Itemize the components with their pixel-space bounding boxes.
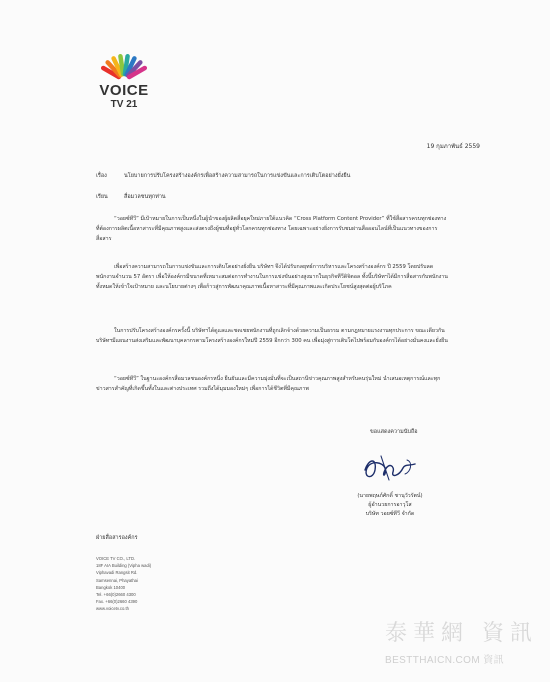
address-line: VOICE TV CO., LTD. [96,556,136,561]
watermark-title: 泰華網 資訊 [385,621,538,646]
to-text: สื่อมวลชนทุกท่าน [124,194,166,200]
brand-name: VOICE [99,82,149,99]
signer-block [330,492,450,519]
signer-company: บริษัท วอยซ์ทีวี จำกัด [365,511,415,517]
department-label: ฝ่ายสื่อสารองค์กร [96,535,138,541]
brand-channel: TV 21 [110,99,138,110]
paragraph-text: ในการปรับโครงสร้างองค์กรครั้งนี้ บริษัทฯได้ดูแลและชดเชยพนักงานที่ถูกเลิกจ้างด้วยความเป็นธรรม ตามกฎหมายแรงงานทุกประการ ขณะเดียวกันบริษัทฯมีแผนงานส่งเสริมและพัฒนาบุคลากรตามโครงสร้างองค์กรใหม่ปี 2559 อีกกว่า 300 คน เพื่อมุ่งสู่การเติบโตไปพร้อมกับองค์กรได้อย่างมั่นคงและยั่งยืน [96,328,448,344]
paragraph-text: “วอยซ์ทีวี” ในฐานะองค์กรสื่อมวลชนองค์กรหนึ่ง ยืนยันและมีความมุ่งมั่นที่จะเป็นสถานีข่าวคุณภาพสูงสำหรับคนรุ่นใหม่ นำเสนอเหตุการณ์และทุกข่าวสารสำคัญที่เกิดขึ้นทั้งในและต่างประเทศ รวมถึงได้มุมมองใหม่ๆ เพื่อการได้ชีวิตที่มีคุณภาพ [96,376,441,392]
body-paragraph [96,214,448,244]
signer-name: (นายพฤษภ์ศักดิ์ ชานุวัวรัตน์) [357,493,423,499]
signer-title: ผู้อำนวยการอาวุโส [368,502,412,508]
subject-label: เรื่อง [96,173,107,179]
logo-ray [120,56,123,74]
body-paragraph [96,326,448,346]
address-line: Viphavadi Rangsit Rd. [96,570,138,576]
body-paragraph [96,374,448,394]
paragraph-text: “วอยซ์ทีวี” มีเป้าหมายในการเป็นหนึ่งในผู้นำของผู้ผลิตสื่อยุคใหม่ภายใต้แนวคิด “Cross Platform Content Provider” ที่ใช้สื่อสารครบทุกช่องทาง ที่ต้องการผลิตเนื้อหาสาระที่มีคุณภาพสูงและส่งตรงถึงผู้ชมที่อยู่ทั่วโลกครบทุกช่องทาง โดยเฉพาะอย่างยิ่งการรับชมผ่านสื่อออนไลน์ที่เป็นแนวทางของการสื่อสาร [96,216,447,242]
signature-icon [355,448,425,488]
letter-date: 19 กุมภาพันธ์ 2559 [426,143,480,150]
address-line: Fax. +66(0)2660 4390 [96,599,138,605]
company-address [96,555,151,613]
address-line: Samsennai, Phayathai [96,577,138,583]
subject-text: นโยบายการปรับโครงสร้างองค์กรเพื่อสร้างความสามารถในการแข่งขันและการเติบโตอย่างยั่งยืน [124,173,351,179]
paragraph-text: เพื่อสร้างความสามารถในการแข่งขันและการเติบโตอย่างยั่งยืน บริษัทฯ จึงได้ปรับกลยุทธ์การบริหารและโครงสร้างองค์กร ปี 2559 โดยปรับลดพนักงานจำนวน 57 อัตรา เพื่อให้องค์กรมีขนาดที่เหมาะสมต่อการทำงานในการแข่งขันอย่างสูงมากในธุรกิจทีวีดิจิตอล ทั้งนี้บริษัทฯได้มีการสื่อสารกับพนักงานทั้งหมดให้เข้าใจเป้าหมาย และนโยบายต่างๆ เพื่อก้าวสู่การพัฒนาคุณภาพเนื้อหาสาระที่มีคุณภาพและเกิดประโยชน์สูงสุดต่อผู้บริโภค [96,264,448,290]
address-line: Tel. +66(0)2660 4300 [96,592,136,598]
address-line: www.voicetv.co.th [96,606,129,612]
body-paragraph [96,262,448,292]
closing-text: ขอแสดงความนับถือ [370,429,418,435]
address-line: Bangkok 10400 [96,584,126,590]
watermark-site: BESTTHAICN.COM 資訊 [385,655,505,666]
to-label: เรียน [96,194,108,200]
address-line: 18F AIA Building (Vipha wadi) [96,563,152,569]
